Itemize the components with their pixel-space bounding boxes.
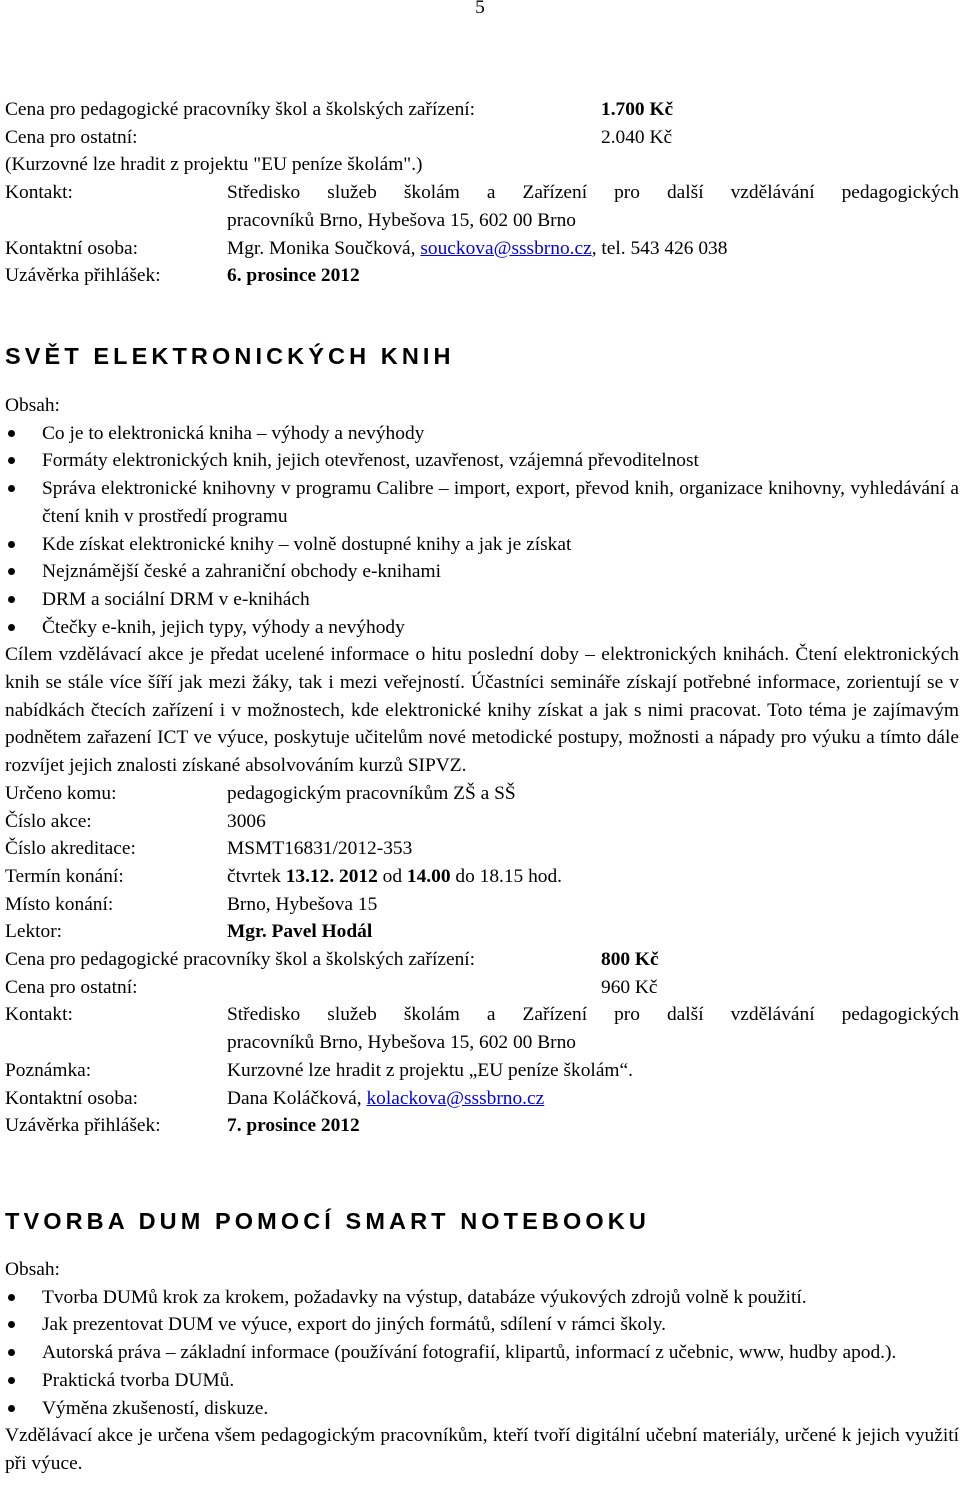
contact-person-row: Kontaktní osoba: Mgr. Monika Součková, souckova@sssbrno.cz, tel. 543 426 038: [5, 237, 728, 259]
contact-person-row: Kontaktní osoba: Dana Koláčková, kolackova@sssbrno.cz: [5, 1087, 545, 1109]
deadline-row: Uzávěrka přihlášek: 6. prosince 2012: [5, 265, 360, 287]
page-number: 5: [475, 0, 485, 18]
contact-email-link[interactable]: souckova@sssbrno.cz: [420, 237, 592, 259]
previous-course-details: [5, 96, 959, 290]
course-description: Vzdělávací akce je určena všem pedagogickým pracovníkům, kteří tvoří digitální učební materiály, určené k jejich využití při výuce.: [5, 1425, 959, 1474]
course-description: Cílem vzdělávací akce je předat ucelené informace o hitu poslední doby – elektronických knihách. Čtení elektronických knih se stále více šíří jak mezi žáky, tak i mezi veřejností. Účastníci semináře získají potřebné informace, zorientují se v nabídkách čtecích zařízení i v možnostech, kde elektronické knihy získat a jak s nimi pracovat. Toto téma je zajímavým podnětem zařazení ICT ve výuce, poskytuje učitelům nové metodické postupy, možnosti a nápady pro výuku a tímto dále rozvíjet jejich znalosti získané absolvováním kurzů SIPVZ.: [5, 644, 959, 777]
list-item: Jak prezentovat DUM ve výuce, export do jiných formátů, sdílení v rámci školy.: [5, 1311, 959, 1339]
contact-row: Kontakt: Středisko služeb školám a Zařízení pro další vzdělávání pedagogických pracovníků Brno, Hybešova 15, 602 00 Brno: [5, 179, 959, 234]
section-dum-body: [5, 1256, 959, 1478]
contact-line-2: pracovníků Brno, Hybešova 15, 602 00 Brno: [227, 1032, 576, 1054]
price-other-row: Cena pro ostatní: 2.040 Kč: [5, 126, 673, 148]
contact-line-1: Středisko služeb školám a Zařízení pro další vzdělávání pedagogických: [227, 182, 959, 204]
list-item: Tvorba DUMů krok za krokem, požadavky na výstup, databáze výukových zdrojů volně k použití.: [5, 1284, 959, 1312]
contact-email-link[interactable]: kolackova@sssbrno.cz: [366, 1087, 545, 1109]
list-item: Nejznámější české a zahraniční obchody e-knihami: [5, 558, 959, 586]
section-title-ebooks: SVĚT ELEKTRONICKÝCH KNIH: [5, 343, 455, 369]
price-other-row: Cena pro ostatní: 960 Kč: [5, 976, 658, 998]
list-item: DRM a sociální DRM v e-knihách: [5, 586, 959, 614]
list-item: Autorská práva – základní informace (používání fotografií, klipartů, informací z učebnic, www, hudby apod.).: [5, 1339, 959, 1367]
contact-line-2: pracovníků Brno, Hybešova 15, 602 00 Brno: [227, 209, 576, 231]
list-item: Čtečky e-knih, jejich typy, výhody a nevýhody: [5, 614, 959, 642]
list-item: Kde získat elektronické knihy – volně dostupné knihy a jak je získat: [5, 531, 959, 559]
section-title-dum: TVORBA DUM POMOCÍ SMART NOTEBOOKU: [5, 1208, 650, 1234]
note-row: Poznámka: Kurzovné lze hradit z projektu „EU peníze školám“.: [5, 1059, 633, 1081]
list-item: Co je to elektronická kniha – výhody a nevýhody: [5, 420, 959, 448]
section-ebooks-body: [5, 392, 959, 1140]
list-item: Výměna zkušeností, diskuze.: [5, 1395, 959, 1423]
contact-line-1: Středisko služeb školám a Zařízení pro další vzdělávání pedagogických: [227, 1004, 959, 1026]
action-number-row: Číslo akce: 3006: [5, 810, 266, 832]
lector-row: Lektor: Mgr. Pavel Hodál: [5, 921, 373, 943]
list-item: Správa elektronické knihovny v programu Calibre – import, export, převod knih, organizace knihovny, vyhledávání a čtení knih v prostředí programu: [5, 475, 959, 530]
price-ped-row: Cena pro pedagogické pracovníky škol a školských zařízení: 1.700 Kč: [5, 99, 674, 120]
content-label: Obsah:: [5, 1259, 60, 1280]
content-label: Obsah:: [5, 395, 60, 416]
contact-row: Kontakt: Středisko služeb školám a Zařízení pro další vzdělávání pedagogických pracovníků Brno, Hybešova 15, 602 00 Brno: [5, 1001, 959, 1056]
place-row: Místo konání: Brno, Hybešova 15: [5, 893, 378, 915]
list-item: Praktická tvorba DUMů.: [5, 1367, 959, 1395]
content-list: [5, 1284, 959, 1423]
list-item: Formáty elektronických knih, jejich otevřenost, uzavřenost, vzájemná převoditelnost: [5, 447, 959, 475]
date-row: Termín konání: čtvrtek 13.12. 2012 od 14.00 do 18.15 hod.: [5, 865, 563, 887]
accreditation-row: Číslo akreditace: MSMT16831/2012-353: [5, 838, 413, 860]
fee-note: (Kurzovné lze hradit z projektu "EU peníze školám".): [5, 154, 423, 176]
price-ped-row: Cena pro pedagogické pracovníky škol a školských zařízení: 800 Kč: [5, 949, 659, 971]
content-list: [5, 420, 959, 642]
deadline-row: Uzávěrka přihlášek: 7. prosince 2012: [5, 1115, 360, 1137]
target-row: Určeno komu: pedagogickým pracovníkům ZŠ a SŠ: [5, 782, 516, 804]
